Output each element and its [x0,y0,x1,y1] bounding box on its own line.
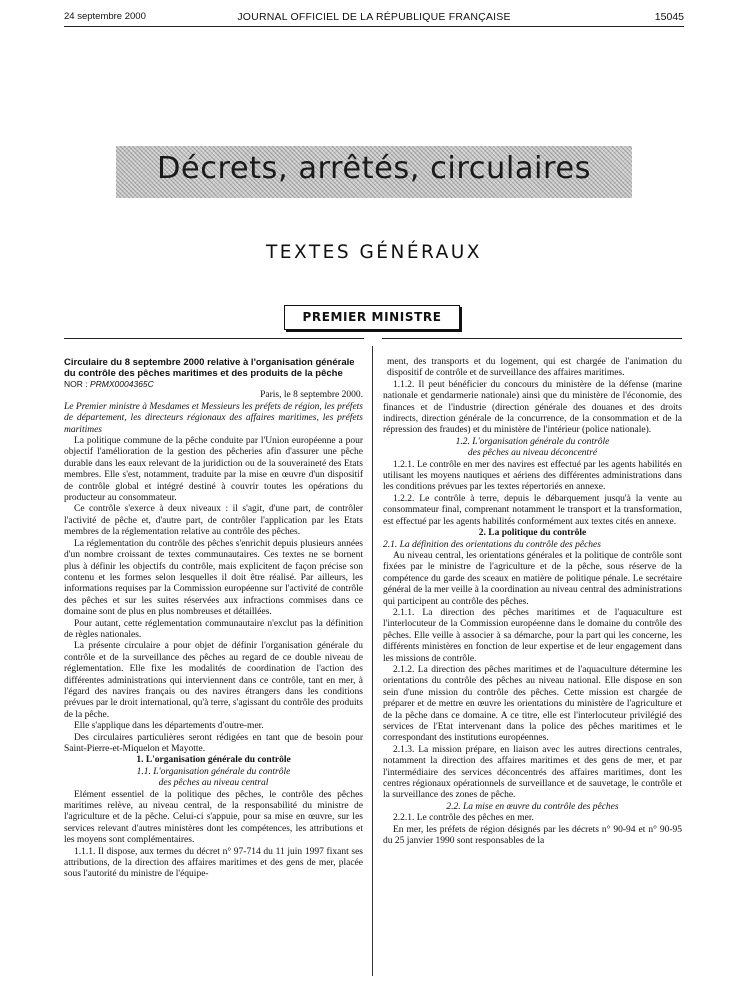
circular-title: Circulaire du 8 septembre 2000 relative à l'organisation générale du contrôle des pêches maritimes et des produits de la pêche [64,357,355,379]
paragraph: La présente circulaire a pour objet de définir l'organisation générale du contrôle et de la surveillance des pêches au regard de ce double niveau de réglementation. Elle fixe les modalités de coordination de l'action des différentes administrations qui interviennent dans ce contrôle, tant en mer, à l'égard des navires français ou des navires étrangers dans les conditions prévues par le droit international, qu'à terre, s'agissant du contrôle des produits de la pêche. [64,641,363,720]
right-divider [382,338,682,339]
addressee: Le Premier ministre à Mesdames et Messieurs les préfets de région, les préfets de département, les directeurs régionaux des affaires maritimes, les préfets maritimes [64,401,363,435]
paragraph: 2.1.1. La direction des pêches maritimes et de l'aquaculture est l'interlocuteur de la Commission européenne dans le domaine du contrôle des pêches. Elle veille à associer à sa démarche, pour la part qui les concerne, les différents ministères en fonction de leur expertise et de leur engagement dans les missions de contrôle. [383,607,682,664]
left-column [64,357,363,881]
section-banner [116,146,632,198]
paragraph: Pour autant, cette réglementation communautaire n'exclut pas la définition de règles nationales. [64,618,363,640]
paragraph: Au niveau central, les orientations générales et la politique de contrôle sont fixées par le ministre de l'agriculture et de la pêche, sous réserve de la compétence du garde des sceaux en matière de politique pénale. Le secrétaire général de la mer veille à la coordination au niveau central des administrations qui participent au contrôle des pêches. [383,550,682,607]
section-title: TEXTES GÉNÉRAUX [266,242,482,263]
date-line: Paris, le 8 septembre 2000. [260,390,363,401]
paragraph: 1.1.1. Il dispose, aux termes du décret n° 97-714 du 11 juin 1997 fixant ses attributions, de la direction des affaires maritimes et des gens de mer, placée sous l'autorité du ministre de l'équipe- [64,846,363,880]
running-header [64,8,684,27]
heading-2: 2. La politique du contrôle [478,528,587,539]
header-journal-title: JOURNAL OFFICIEL DE LA RÉPUBLIQUE FRANÇAISE [237,11,511,23]
heading-1-2-line2: des pêches au niveau déconcentré [467,448,598,459]
heading-1-1-line1: 1.1. L'organisation générale du contrôle [136,766,291,777]
paragraph: ment, des transports et du logement, qui est chargée de l'animation du dispositif de contrôle et de surveillance des affaires maritimes. [387,357,682,379]
heading-1-1-line2: des pêches au niveau central [158,778,269,789]
paragraph: Elle s'applique dans les départements d'outre-mer. [74,721,264,732]
heading-1-2-line1: 1.2. L'organisation générale du contrôle [455,436,610,447]
heading-1-2 [383,437,682,460]
paragraph: La réglementation du contrôle des pêches s'enrichit depuis plusieurs années d'un nombre croissant de textes communautaires. Ces textes ne se bornent plus à définir les objectifs du contrôle, mais explicitent de façon précise son contenu et les formes selon lesquelles il doit être réalisé. Par ailleurs, les informations requises par la Commission européenne sur l'activité de contrôle des pêches et sur les suites réservées aux infractions commises dans ce domaine sont de plus en plus nombreuses et détaillées. [64,538,363,618]
heading-1-1 [64,767,363,790]
paragraph: 1.1.2. Il peut bénéficier du concours du ministère de la défense (marine nationale et gendarmerie nationale) ainsi que du ministère de l'économie, des finances et de l'industrie (direction générale des douanes et des droits indirects, direction générale de la concurrence, de la consommation et de la répression des fraudes) et du ministère de l'intérieur (police nationale). [383,379,682,436]
header-date: 24 septembre 2000 [64,11,146,22]
paragraph: 2.1.2. La direction des pêches maritimes et de l'aquaculture détermine les orientations du contrôle des pêches au niveau national. Elle dispose en son sein d'une mission du contrôle des pêches. Cette mission est chargée de préparer et de mettre en œuvre les orientations du ministère de l'agriculture et de la pêche dans ce domaine. A ce titre, elle est l'interlocuteur privilégié des services de l'Etat intervenant dans la police des pêches maritimes et le correspondant des institutions européennes. [383,664,682,744]
paragraph: Ce contrôle s'exerce à deux niveaux : il s'agit, d'une part, de contrôler l'activité de pêche et, d'autre part, de contrôler l'application par les Etats membres de la réglementation relative au contrôle des pêches. [64,504,363,538]
nor-label: NOR : [64,379,88,389]
header-page-number: 15045 [654,11,684,23]
right-column [383,357,682,847]
paragraph: 1.2.2. Le contrôle à terre, depuis le débarquement jusqu'à la vente au consommateur final, comprenant notamment le transport et la transformation, est effectué par les agents habilités conformément aux textes cités en annexe. [383,493,682,527]
paragraph: Elément essentiel de la politique des pêches, le contrôle des pêches maritimes relève, au niveau central, de la responsabilité du ministre de l'agriculture et de la pêche. Celui-ci s'appuie, pour sa mise en œuvre, sur les services relevant d'autres ministères dont les compétences, les attributions et les moyens sont complémentaires. [64,789,363,846]
left-divider [64,338,364,339]
heading-2-2: 2.2. La mise en œuvre du contrôle des pêches [446,801,619,812]
paragraph: Des circulaires particulières seront rédigées en tant que de besoin pour Saint-Pierre-et-Miquelon et Mayotte. [64,732,363,754]
paragraph: La politique commune de la pêche conduite par l'Union européenne a pour objectif l'amélioration de la gestion des pêcheries afin d'assurer une pêche durable dans les eaux relevant de la juridiction ou de la souveraineté des Etats membres. Elle s'est, notamment, traduite par la mise en œuvre d'un dispositif de contrôle global et intégré destiné à couvrir toutes les opérations du producteur au consommateur. [64,436,363,504]
nor-reference [64,379,363,390]
heading-1: 1. L'organisation générale du contrôle [136,755,291,766]
paragraph: 2.1.3. La mission prépare, en liaison avec les autres directions centrales, notamment la direction des affaires maritimes et des gens de mer, et par l'intermédiaire des services déconcentrés des affaires maritimes, dont les centres régionaux opérationnels de surveillance et de sauvetage, le contrôle et la surveillance des zones de pêche. [383,744,682,801]
nor-value: PRMX0004365C [90,379,154,389]
banner-title: Décrets, arrêtés, circulaires [156,151,592,186]
column-divider [372,346,373,976]
paragraph: 2.2.1. Le contrôle des pêches en mer. [393,813,534,824]
heading-2-1: 2.1. La définition des orientations du contrôle des pêches [383,539,601,550]
paragraph: En mer, les préfets de région désignés par les décrets n° 90-94 et n° 90-95 du 25 janvier 1990 sont responsables de la [383,824,682,847]
paragraph: 1.2.1. Le contrôle en mer des navires est effectué par les agents habilités en utilisant les moyens nautiques et aériens des différentes administrations dans les conditions prévues par les textes répertoriés en annexe. [383,459,682,493]
ministry-box: PREMIER MINISTRE [284,305,460,330]
